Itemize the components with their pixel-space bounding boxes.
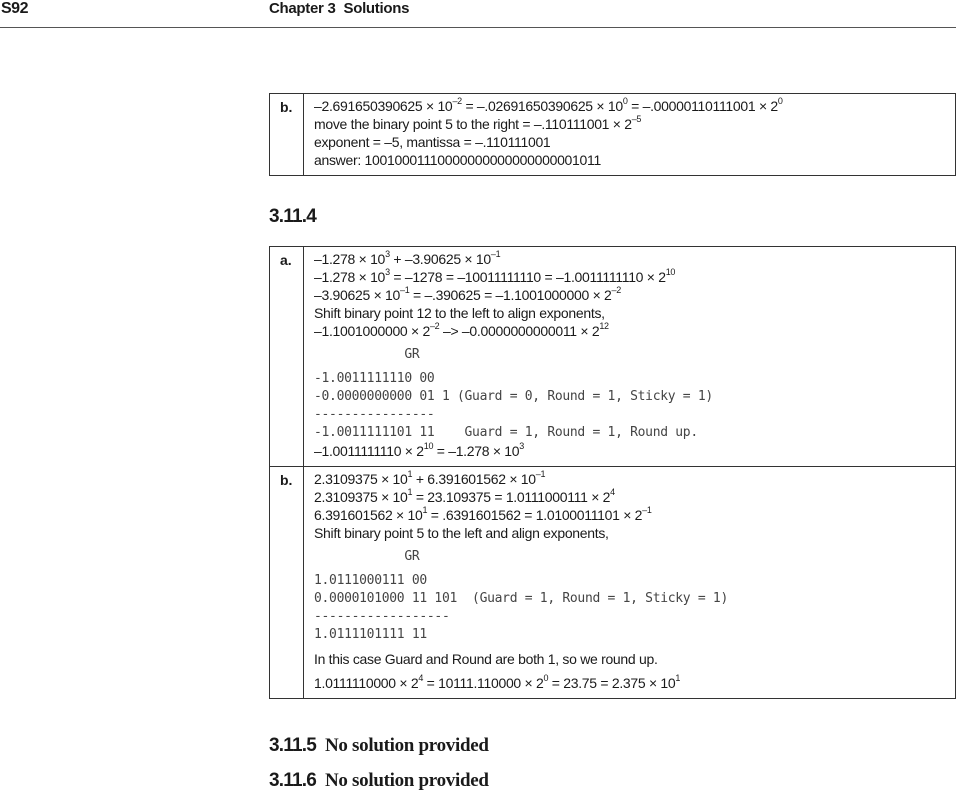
section-note: No solution provided (324, 735, 489, 756)
code-line: 1.0111000111 00 (314, 573, 427, 588)
code-line: -1.0011111110 00 (314, 371, 435, 386)
solution-body (304, 467, 956, 699)
section-title: Solutions (343, 0, 410, 17)
section-heading-3115 (269, 735, 489, 757)
math-line: Shift binary point 12 to the left to align exponents, (314, 305, 605, 321)
math-line: $6.391601562 \times 10^1 = .6391601562 = 1.0100011101 \times 2^{-1}$ (314, 505, 652, 523)
math-line: answer: 10010001110000000000000000001011 (314, 152, 601, 168)
table-row (270, 467, 956, 699)
code-line: GR (314, 549, 420, 564)
code-line: ---------------- (314, 407, 435, 422)
section-note: No solution provided (324, 770, 489, 791)
chapter-title (269, 0, 409, 17)
math-line: $-1.0011111110 \times 2^{10} = -1.278 \times 10^3$ (314, 441, 524, 459)
math-line: $2.3109375 \times 10^1 = 23.109375 = 1.0111000111 \times 2^4$ (314, 487, 615, 505)
part-label: b. (270, 467, 304, 699)
solution-table-3113b (269, 93, 956, 176)
table-row (270, 94, 956, 176)
math-line: $1.0111110000 \times 2^4 = 10111.110000 \times 2^0 = 23.75 = 2.375 \times 10^1$ (314, 673, 681, 691)
code-line: ------------------ (314, 609, 450, 624)
math-line: exponent = –5, mantissa = –.110111001 (314, 134, 551, 150)
page-header (0, 0, 956, 28)
page-number: S92 (1, 0, 28, 17)
section-heading-3114: 3.11.4 (269, 206, 316, 227)
math-line: $-1.278 \times 10^3 = -1278 = -10011111110 = -1.0011111110 \times 2^{10}$ (314, 267, 676, 285)
section-heading-3116 (269, 770, 489, 792)
solution-table-3114 (269, 246, 956, 699)
math-line: $-3.90625 \times 10^{-1} = -.390625 = -1.1001000000 \times 2^{-2}$ (314, 285, 621, 303)
table-row (270, 247, 956, 467)
math-line: $-2.691650390625 \times 10^{-2} = -.02691650390625 \times 10^0 = -.00000110111001 \times 2^0$ (314, 96, 783, 114)
code-line: GR (314, 347, 420, 362)
section-number: 3.11.5 (269, 735, 316, 756)
math-line: Shift binary point 5 to the left and align exponents, (314, 525, 609, 541)
code-line: -1.0011111101 11 Guard = 1, Round = 1, Round up. (314, 425, 698, 440)
code-line: 0.0000101000 11 101 (Guard = 1, Round = 1, Sticky = 1) (314, 591, 728, 606)
solution-body (304, 247, 956, 467)
part-label: b. (270, 94, 304, 176)
part-label: a. (270, 247, 304, 467)
code-line: 1.0111101111 11 (314, 627, 427, 642)
math-line: $-1.278 \times 10^3 + -3.90625 \times 10^{-1}$ (314, 249, 501, 267)
math-line: In this case Guard and Round are both 1, so we round up. (314, 651, 658, 667)
solution-body (304, 94, 956, 176)
math-line: move the binary point 5 to the right = $-.110111001 \times 2^{-5}$ (314, 114, 642, 132)
math-line: $2.3109375 \times 10^1 + 6.391601562 \times 10^{-1}$ (314, 469, 546, 487)
code-line: -0.0000000000 01 1 (Guard = 0, Round = 1, Sticky = 1) (314, 389, 713, 404)
chapter-label: Chapter 3 (269, 0, 336, 17)
math-line: $-1.1001000000 \times 2^{-2} -> -0.0000000000011 \times 2^{12}$ (314, 321, 609, 339)
section-number: 3.11.6 (269, 770, 316, 791)
